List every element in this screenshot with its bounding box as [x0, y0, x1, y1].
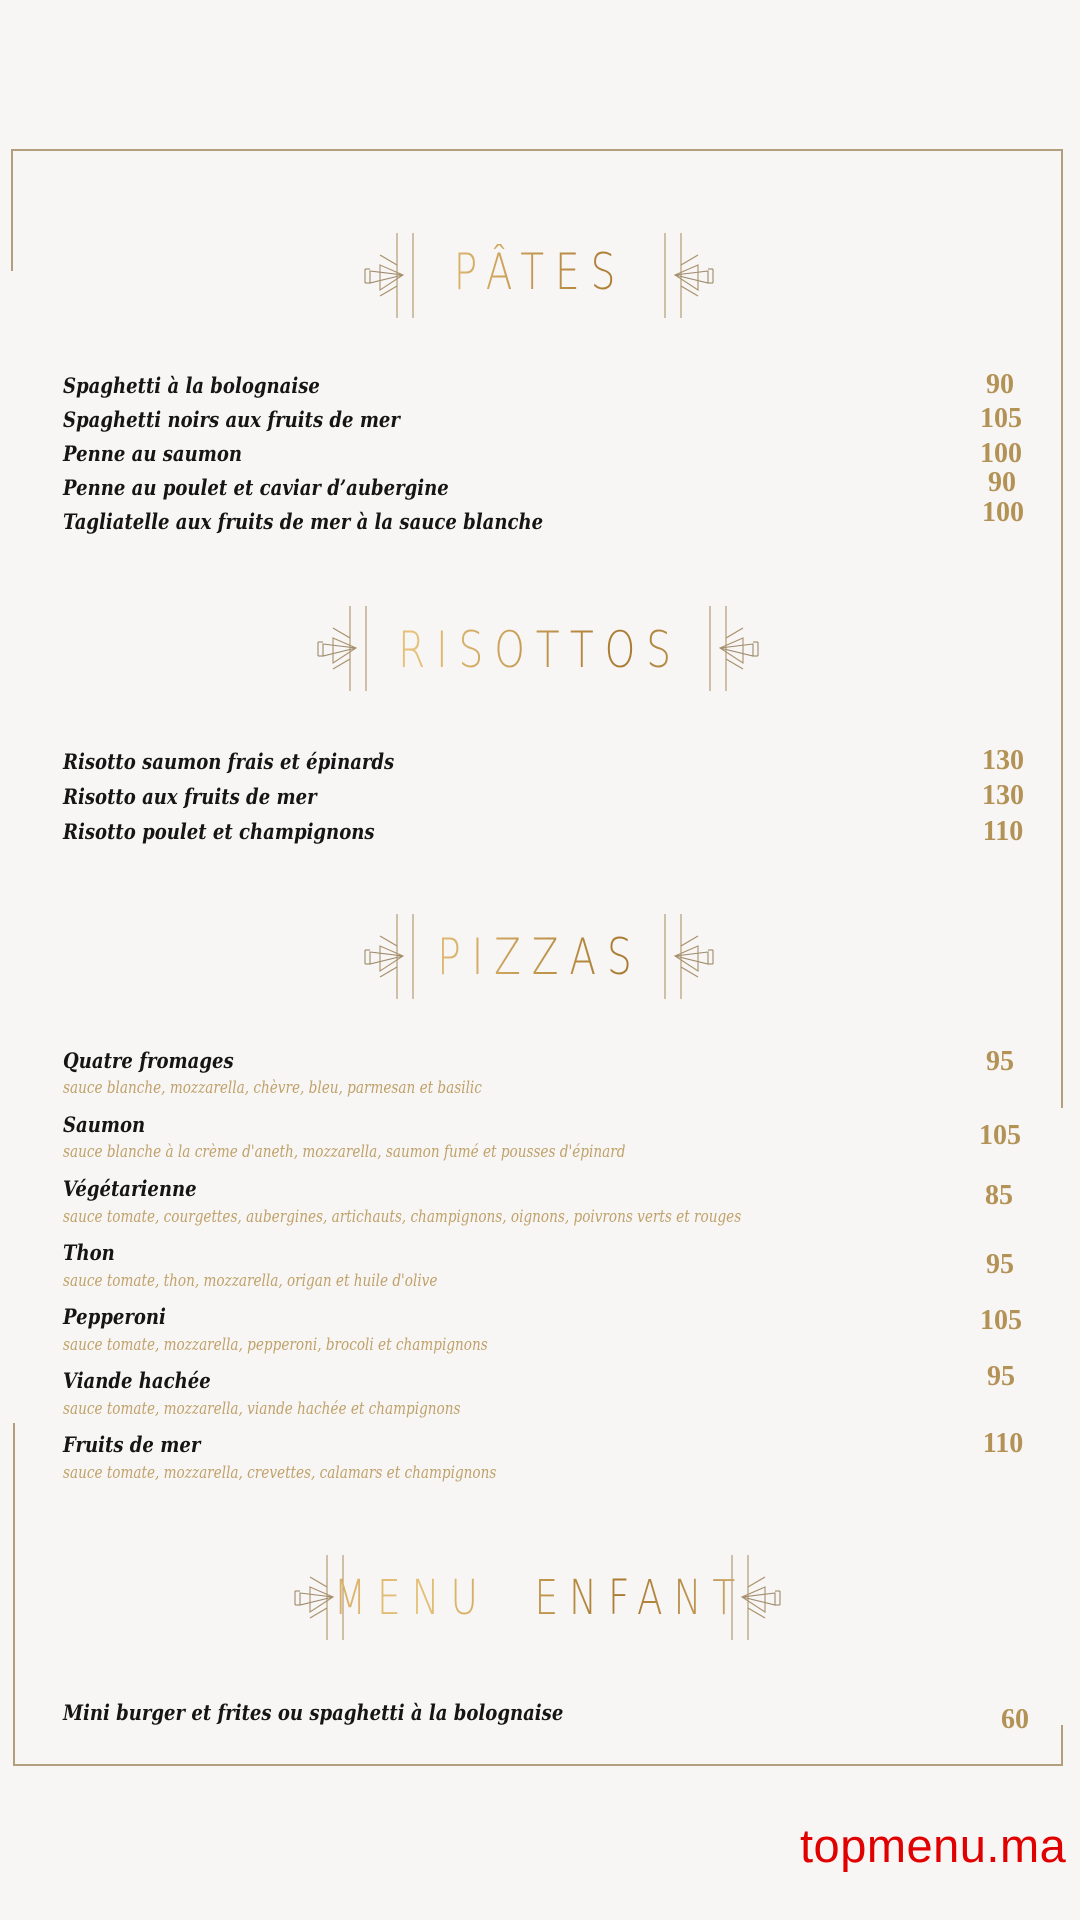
pizza-description: sauce tomate, thon, mozzarella, origan et huile d'olive [63, 1271, 438, 1291]
menu-item-name: Penne au poulet et caviar d’aubergine [63, 475, 449, 500]
menu-item-name: Risotto aux fruits de mer [63, 784, 317, 809]
menu-item-name: Spaghetti à la bolognaise [63, 373, 320, 398]
frame-top-line [11, 149, 1063, 151]
pizza-description: sauce tomate, mozzarella, crevettes, calamars et champignons [63, 1463, 497, 1483]
frame-left-top-segment [11, 149, 13, 271]
pizza-description: sauce tomate, mozzarella, viande hachée et champignons [63, 1399, 461, 1419]
pizza-name: Thon [63, 1240, 115, 1265]
pizza-name: Viande hachée [63, 1368, 211, 1393]
menu-item-price: 130 [982, 745, 1024, 776]
pizza-name: Végétarienne [63, 1176, 197, 1201]
menu-item-name: Risotto saumon frais et épinards [63, 749, 395, 774]
menu-item-price: 100 [980, 438, 1022, 469]
menu-item-price: 60 [1001, 1704, 1029, 1735]
pizza-name: Quatre fromages [63, 1048, 234, 1073]
section-title: PÂTES [119, 244, 961, 300]
menu-item-name: Spaghetti noirs aux fruits de mer [63, 407, 400, 432]
frame-bottom-line [13, 1764, 1063, 1766]
menu-item-price: 105 [980, 403, 1022, 434]
menu-item-price: 95 [986, 1046, 1014, 1077]
pizza-description: sauce tomate, mozzarella, pepperoni, brocoli et champignons [63, 1335, 488, 1355]
menu-item-price: 90 [986, 369, 1014, 400]
menu-item-price: 105 [980, 1305, 1022, 1336]
menu-item-price: 85 [985, 1180, 1013, 1211]
pizza-name: Pepperoni [63, 1304, 166, 1329]
menu-item-name: Penne au saumon [63, 441, 243, 466]
pizza-description: sauce blanche, mozzarella, chèvre, bleu, parmesan et basilic [63, 1078, 482, 1098]
menu-item-price: 110 [982, 816, 1024, 847]
menu-item-price: 130 [982, 780, 1024, 811]
pizza-name: Fruits de mer [63, 1432, 201, 1457]
menu-item-name: Mini burger et frites ou spaghetti à la bolognaise [63, 1700, 564, 1725]
menu-item-price: 105 [979, 1120, 1021, 1151]
pizza-name: Saumon [63, 1112, 146, 1137]
menu-item-price: 110 [982, 1428, 1024, 1459]
frame-left-bottom-segment [13, 1423, 15, 1766]
frame-right-top-segment [1061, 149, 1063, 1108]
section-title: MENU ENFANT [119, 1570, 961, 1626]
menu-item-price: 90 [988, 467, 1016, 498]
menu-item-price: 95 [986, 1249, 1014, 1280]
pizza-description: sauce blanche à la crème d'aneth, mozzarella, saumon fumé et pousses d'épinard [63, 1142, 626, 1162]
section-title: RISOTTOS [119, 622, 961, 678]
menu-item-name: Tagliatelle aux fruits de mer à la sauce blanche [63, 509, 544, 534]
watermark-site-name: topmenu.ma [800, 1819, 1067, 1872]
section-title: PIZZAS [119, 929, 961, 985]
menu-item-price: 100 [982, 497, 1024, 528]
menu-item-price: 95 [987, 1361, 1015, 1392]
menu-item-name: Risotto poulet et champignons [63, 819, 375, 844]
pizza-description: sauce tomate, courgettes, aubergines, artichauts, champignons, oignons, poivrons verts et rouges [63, 1207, 742, 1227]
